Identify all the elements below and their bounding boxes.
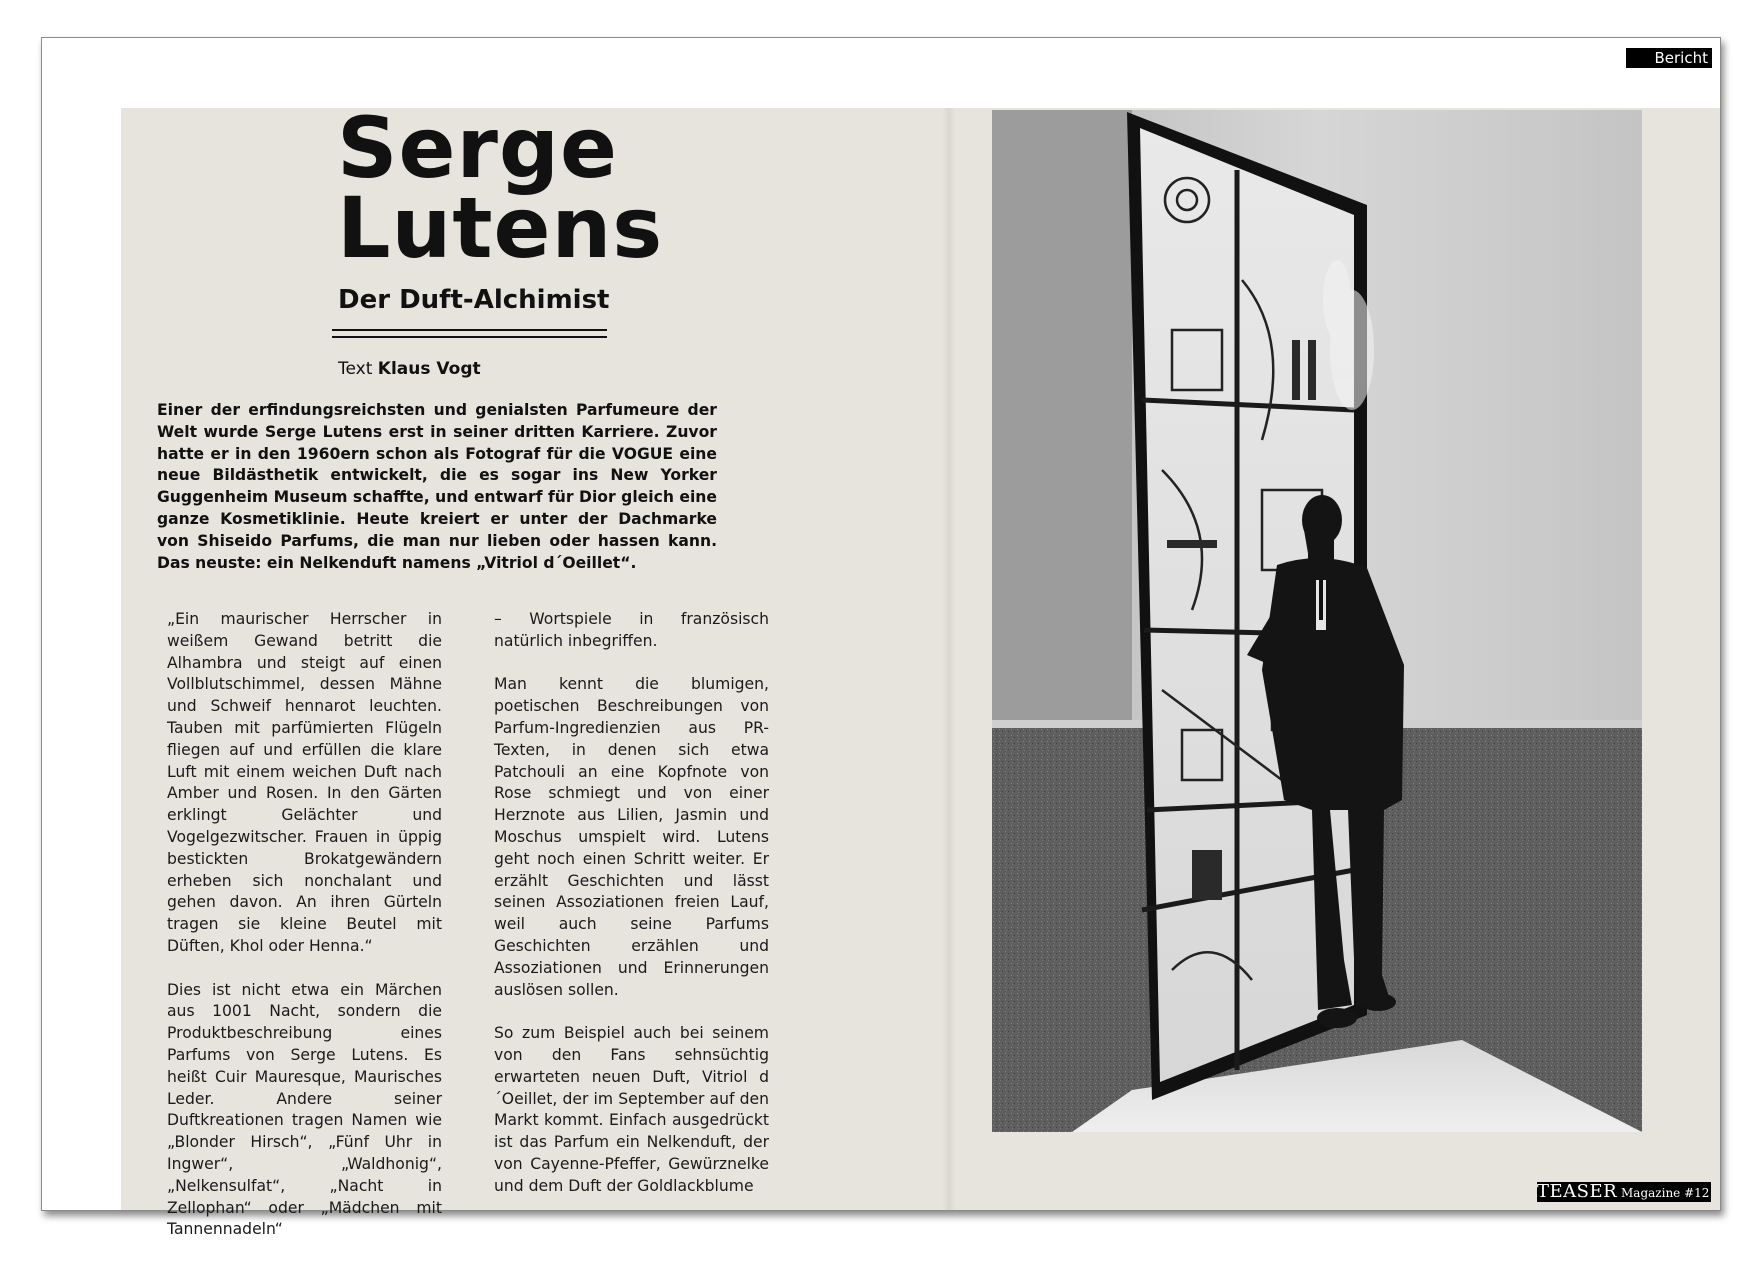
lead-paragraph: Einer der erfindungsreichsten und genialsten Parfumeure der Welt wurde Serge Lutens erst in seiner dritten Karriere. Zuvor hatte er in den 1960ern schon als Fotograf für die VOGUE eine neue Bildästhetik entwickelt, die es sogar ins New Yorker Guggenheim Museum schaffte, und entwarf für Dior gleich eine ganze Kosmetiklinie. Heute kreiert er unter der Dachmarke von Shiseido Parfums, die man nur lieben oder hassen kann. Das neuste: ein Nelkenduft namens „Vitriol d´Oeillet“.: [157, 401, 717, 572]
title-rule-bottom: [332, 336, 607, 338]
body-paragraph: Dies ist nicht etwa ein Märchen aus 1001 Nacht, sondern die Produktbeschreibung eines Parfums von Serge Lutens. Es heißt Cuir Mauresque, Maurisches Leder. Andere seiner Duftkreationen tragen Namen wie „Blonder Hirsch“, „Fünf Uhr in Ingwer“, „Waldhonig“, „Nelkensulfat“, „Nacht in Zellophan“ oder „Mädchen mit Tannennadeln“: [167, 980, 442, 1239]
page-fold: [942, 108, 956, 1210]
footer-magazine: Magazine: [1621, 1186, 1681, 1200]
author-credit: [338, 358, 481, 380]
title-rule-top: [332, 329, 607, 331]
footer-brand: TEASER: [1537, 1181, 1618, 1202]
body-column-1: [167, 609, 442, 1263]
body-paragraph: – Wortspiele in französisch natürlich inbegriffen.: [494, 610, 769, 650]
title-line-1: Serge: [337, 99, 618, 197]
body-paragraph: Man kennt die blumigen, poetischen Beschreibungen von Parfum-Ingredienzien aus PR-Texten, in denen sich etwa Patchouli an eine Kopfnote von Rose schmiegt und von einer Herznote aus Lilien, Jasmin und Moschus umspielt wird. Lutens geht noch einen Schritt weiter. Er erzählt Geschichten und lässt seinen Assoziationen freien Lauf, weil auch seine Parfums Geschichten erzählen und Assoziationen und Erinnerungen auslösen sollen.: [494, 675, 769, 999]
body-paragraph: „Ein maurischer Herrscher in weißem Gewand betritt die Alhambra und steigt auf einen Vollblutschimmel, dessen Mähne und Schweif hennarot leuchten. Tauben mit parfümierten Flügeln fliegen auf und erfüllen die klare Luft mit einem weichen Duft nach Amber und Rosen. In den Gärten erklingt Gelächter und Vogelgezwitscher. Frauen in üppig bestickten Brokatgewändern erheben sich nonchalant und gehen davon. An ihren Gürteln tragen sie kleine Beutel mit Düften, Khol oder Henna.“: [167, 610, 442, 955]
body-paragraph: So zum Beispiel auch bei seinem von den Fans sehnsüchtig erwarteten neuen Duft, Vitriol d´Oeillet, der im September auf den Markt kommt. Einfach ausgedrückt ist das Parfum ein Nelkenduft, der von Cayenne-Pfeffer, Gewürznelke und dem Duft der Goldlackblume: [494, 1024, 769, 1195]
credit-author: Klaus Vogt: [377, 359, 481, 379]
portrait-photo-icon: [992, 110, 1642, 1132]
section-label: Bericht: [1626, 48, 1712, 68]
title-line-2: Lutens: [337, 179, 664, 277]
credit-label: Text: [338, 359, 373, 379]
body-column-2: [494, 609, 769, 1219]
article-title: [337, 99, 664, 277]
magazine-spread: [41, 37, 1721, 1239]
footer-issue: #12: [1684, 1186, 1710, 1200]
magazine-footer: [1537, 1182, 1711, 1202]
article-subtitle: Der Duft-Alchimist: [338, 285, 610, 315]
